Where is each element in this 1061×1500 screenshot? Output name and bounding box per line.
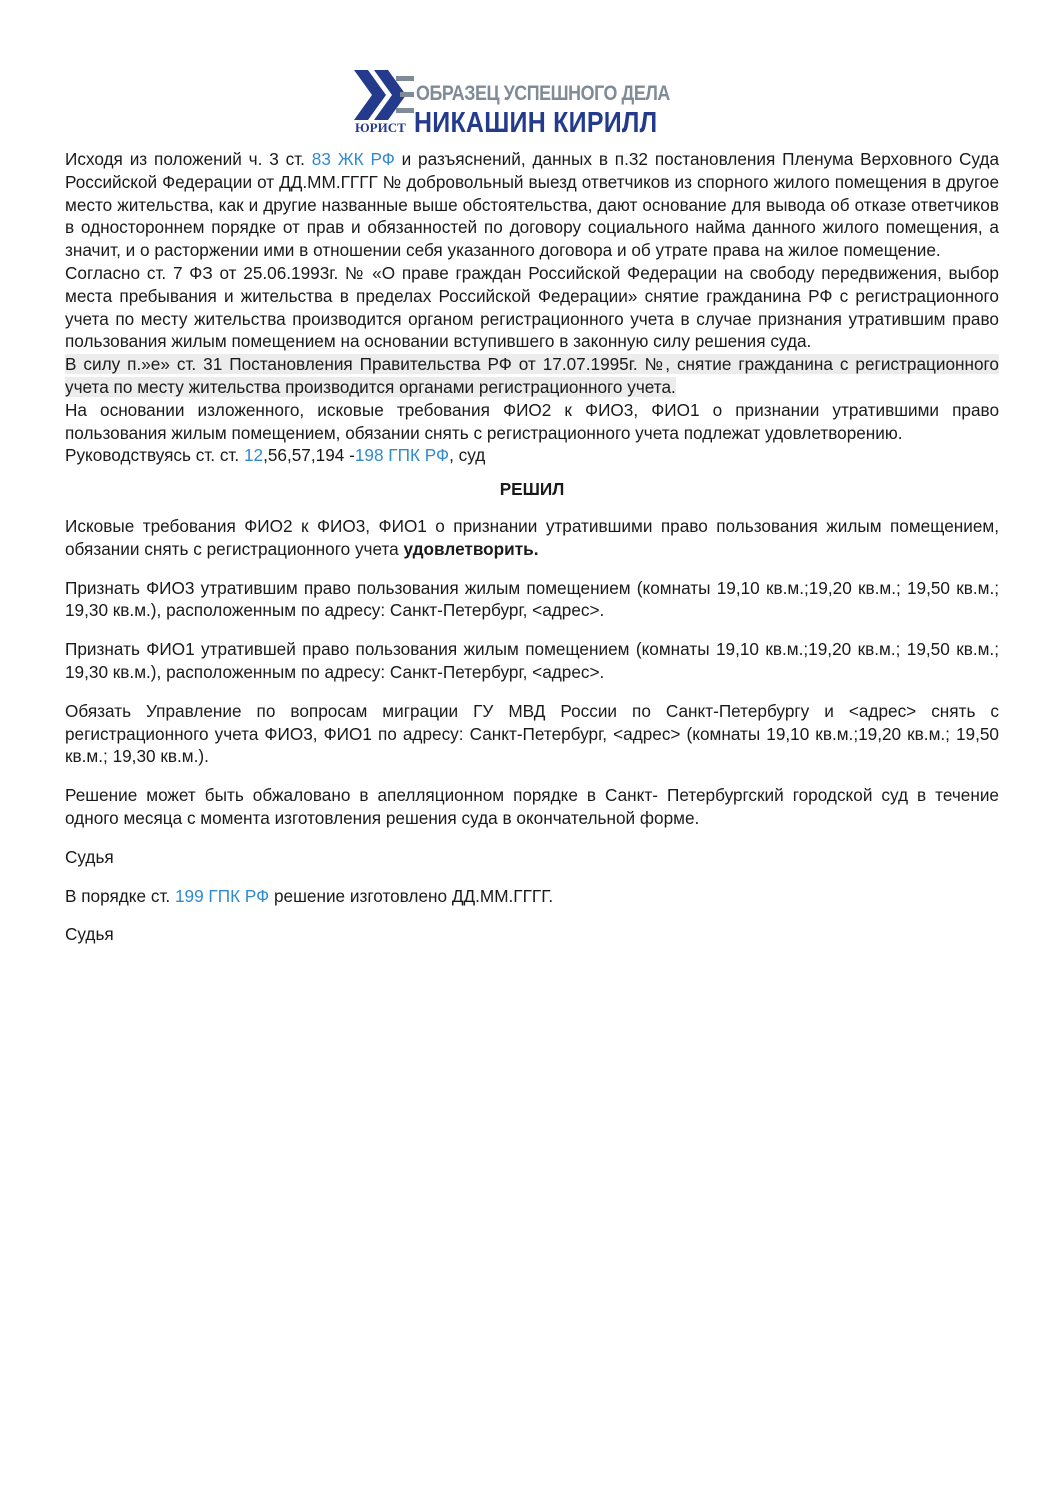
logo <box>352 68 670 139</box>
link-199-gpk-rf[interactable]: 199 ГПК РФ <box>174 885 270 906</box>
resolution-1: Исковые требования ФИО2 к ФИО3, ФИО1 о признании утратившими право пользования жилым помещением, обязании снять с регистрационного учета удовлетворить. <box>65 515 999 559</box>
link-198-gpk-rf[interactable]: 198 ГПК РФ <box>354 445 450 466</box>
resolution-3: Признать ФИО1 утратившей право пользования жилым помещением (комнаты 19,10 кв.м.;19,20 кв.м.; 19,50 кв.м.; 19,30 кв.м.), расположенным по адресу: Санкт-Петербург, <адрес>. <box>65 639 999 682</box>
decision-title: РЕШИЛ <box>499 479 565 500</box>
resolution-5: Решение может быть обжаловано в апелляционном порядке в Санкт- Петербургский городской суд в течение одного месяца с момента изготовления решения суда в окончательной форме. <box>65 785 999 828</box>
logo-tagline: ОБРАЗЕЦ УСПЕШНОГО ДЕЛА <box>416 82 670 105</box>
judge-signature-1: Судья <box>65 846 114 867</box>
paragraph-4: На основании изложенного, исковые требования ФИО2 к ФИО3, ФИО1 о признании утратившими право пользования жилым помещением, обязании снять с регистрационного учета подлежат удовлетворению. <box>65 399 999 443</box>
link-83-zhk-rf[interactable]: 83 ЖК РФ <box>311 149 395 169</box>
judge-signature-2: Судья <box>65 924 114 945</box>
resolution-2: Признать ФИО3 утратившим право пользования жилым помещением (комнаты 19,10 кв.м.;19,20 кв.м.; 19,50 кв.м.; 19,30 кв.м.), расположенным по адресу: Санкт-Петербург, <адрес>. <box>65 577 999 621</box>
paragraph-5: Руководствуясь ст. ст. 12,56,57,194 -198 ГПК РФ, суд <box>65 445 486 466</box>
resolution-4: Обязать Управление по вопросам миграции ГУ МВД России по Санкт-Петербургу и <адрес> снять с регистрационного учета ФИО3, ФИО1 по адресу: Санкт-Петербург, <адрес> (комнаты 19,10 кв.м.;19,20 кв.м.; 19,50 кв.м.; 19,30 кв.м.). <box>65 700 999 767</box>
logo-chevron-icon <box>352 68 416 122</box>
resolution-date: В порядке ст. 199 ГПК РФ решение изготовлено ДД.ММ.ГГГГ. <box>65 885 554 906</box>
paragraph-2: Согласно ст. 7 ФЗ от 25.06.1993г. № «О праве граждан Российской Федерации на свободу передвижения, выбор места пребывания и жительства в пределах Российской Федерации» снятие гражданина РФ с регистрационного учета по месту жительства производится органом регистрационного учета в случае признания утратившим право пользования жилым помещением на основании вступившего в законную силу решения суда. <box>65 262 999 352</box>
document-body <box>65 148 999 962</box>
logo-lawyer-label: ЮРИСТ <box>355 120 406 135</box>
paragraph-1: Исходя из положений ч. 3 ст. 83 ЖК РФ и разъяснений, данных в п.32 постановления Пленума Верховного Суда Российской Федерации от ДД.ММ.ГГГГ № добровольный выезд ответчиков из спорного жилого помещения в другое место жительства, как и другие названные выше обстоятельства, дают основание для вывода об отказе ответчиков в одностороннем порядке от прав и обязанностей по договору социального найма данного жилого помещения, а значит, и о расторжении ими в отношении себя указанного договора и об утрате права на жилое помещение. <box>65 149 1000 261</box>
paragraph-3: В силу п.»е» ст. 31 Постановления Правительства РФ от 17.07.1995г. №, снятие гражданина с регистрационного учета по месту жительства производится органами регистрационного учета. <box>65 354 999 397</box>
logo-name: НИКАШИН КИРИЛЛ <box>414 107 658 139</box>
link-art-12[interactable]: 12 <box>243 445 264 466</box>
